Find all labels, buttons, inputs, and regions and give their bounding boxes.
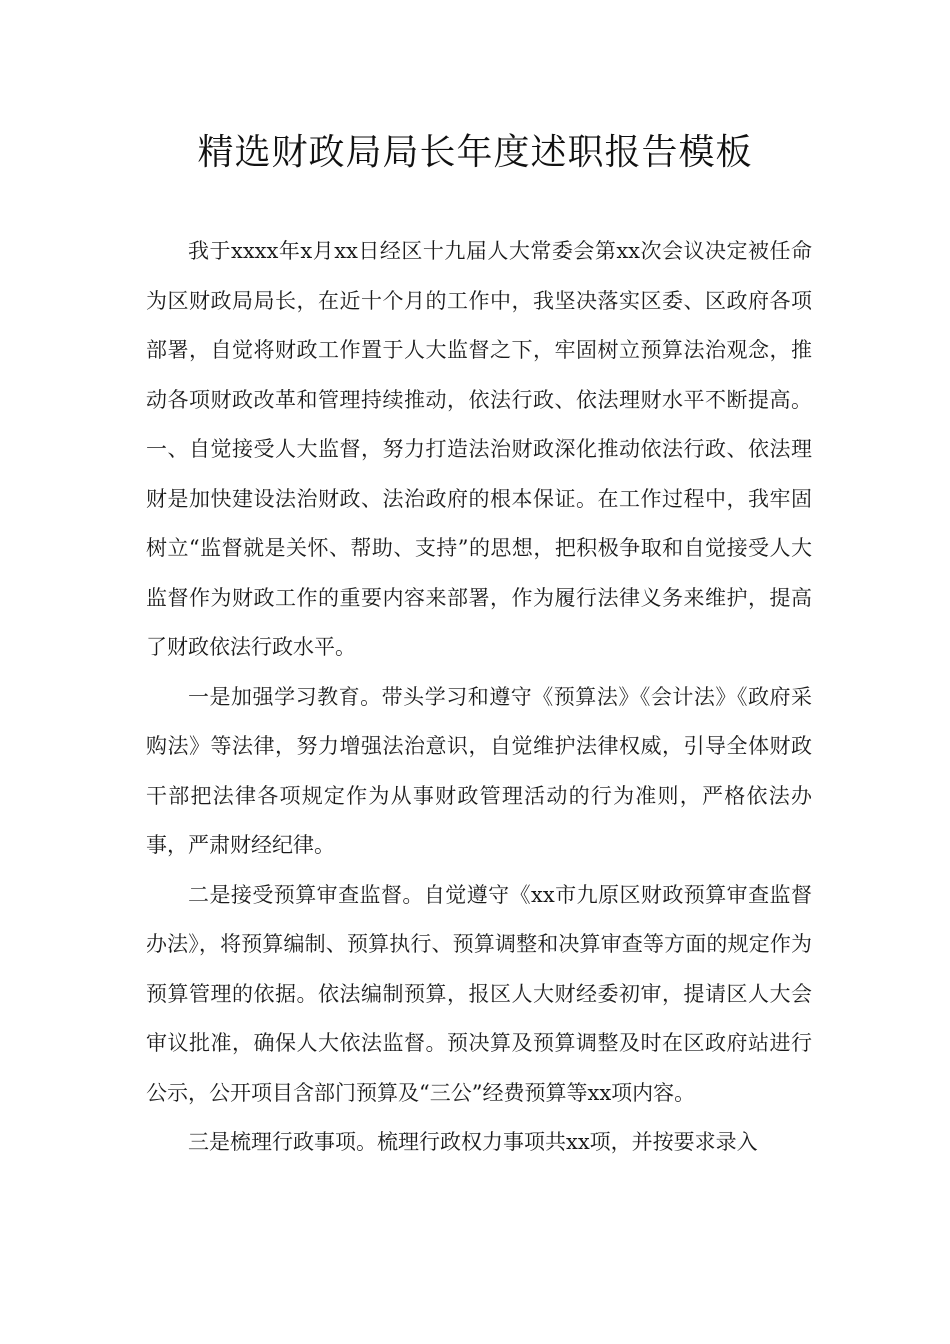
paragraph-study: 一是加强学习教育。带头学习和遵守《预算法》《会计法》《政府采购法》等法律，努力增强法治意识，自觉维护法律权威，引导全体财政干部把法律各项规定作为从事财政管理活动的行为准则，严格依法办事，严肃财经纪律。 [146, 684, 812, 857]
paragraph-intro: 我于xxxx年x月xx日经区十九届人大常委会第xx次会议决定被任命为区财政局局长，在近十个月的工作中，我坚决落实区委、区政府各项部署，自觉将财政工作置于人大监督之下，牢固树立预算法治观念，推动各项财政改革和管理持续推动，依法行政、依法理财水平不断提高。一、自觉接受人大监督，努力打造法治财政深化推动依法行政、依法理财是加快建设法治财政、法治政府的根本保证。在工作过程中，我牢固树立“监督就是关怀、帮助、支持”的思想，把积极争取和自觉接受人大监督作为财政工作的重要内容来部署，作为履行法律义务来维护，提高了财政依法行政水平。 [146, 239, 812, 659]
document-body [146, 227, 812, 1168]
paragraph-admin-items: 三是梳理行政事项。梳理行政权力事项共xx项，并按要求录入 [188, 1130, 758, 1154]
page-title: 精选财政局局长年度述职报告模板 [197, 132, 753, 173]
paragraph-budget-review: 二是接受预算审查监督。自觉遵守《xx市九原区财政预算审查监督办法》，将预算编制、预算执行、预算调整和决算审查等方面的规定作为预算管理的依据。依法编制预算，报区人大财经委初审，提请区人大会审议批准，确保人大依法监督。预决算及预算调整及时在区政府站进行公示，公开项目含部门预算及“三公”经费预算等xx项内容。 [146, 882, 812, 1105]
